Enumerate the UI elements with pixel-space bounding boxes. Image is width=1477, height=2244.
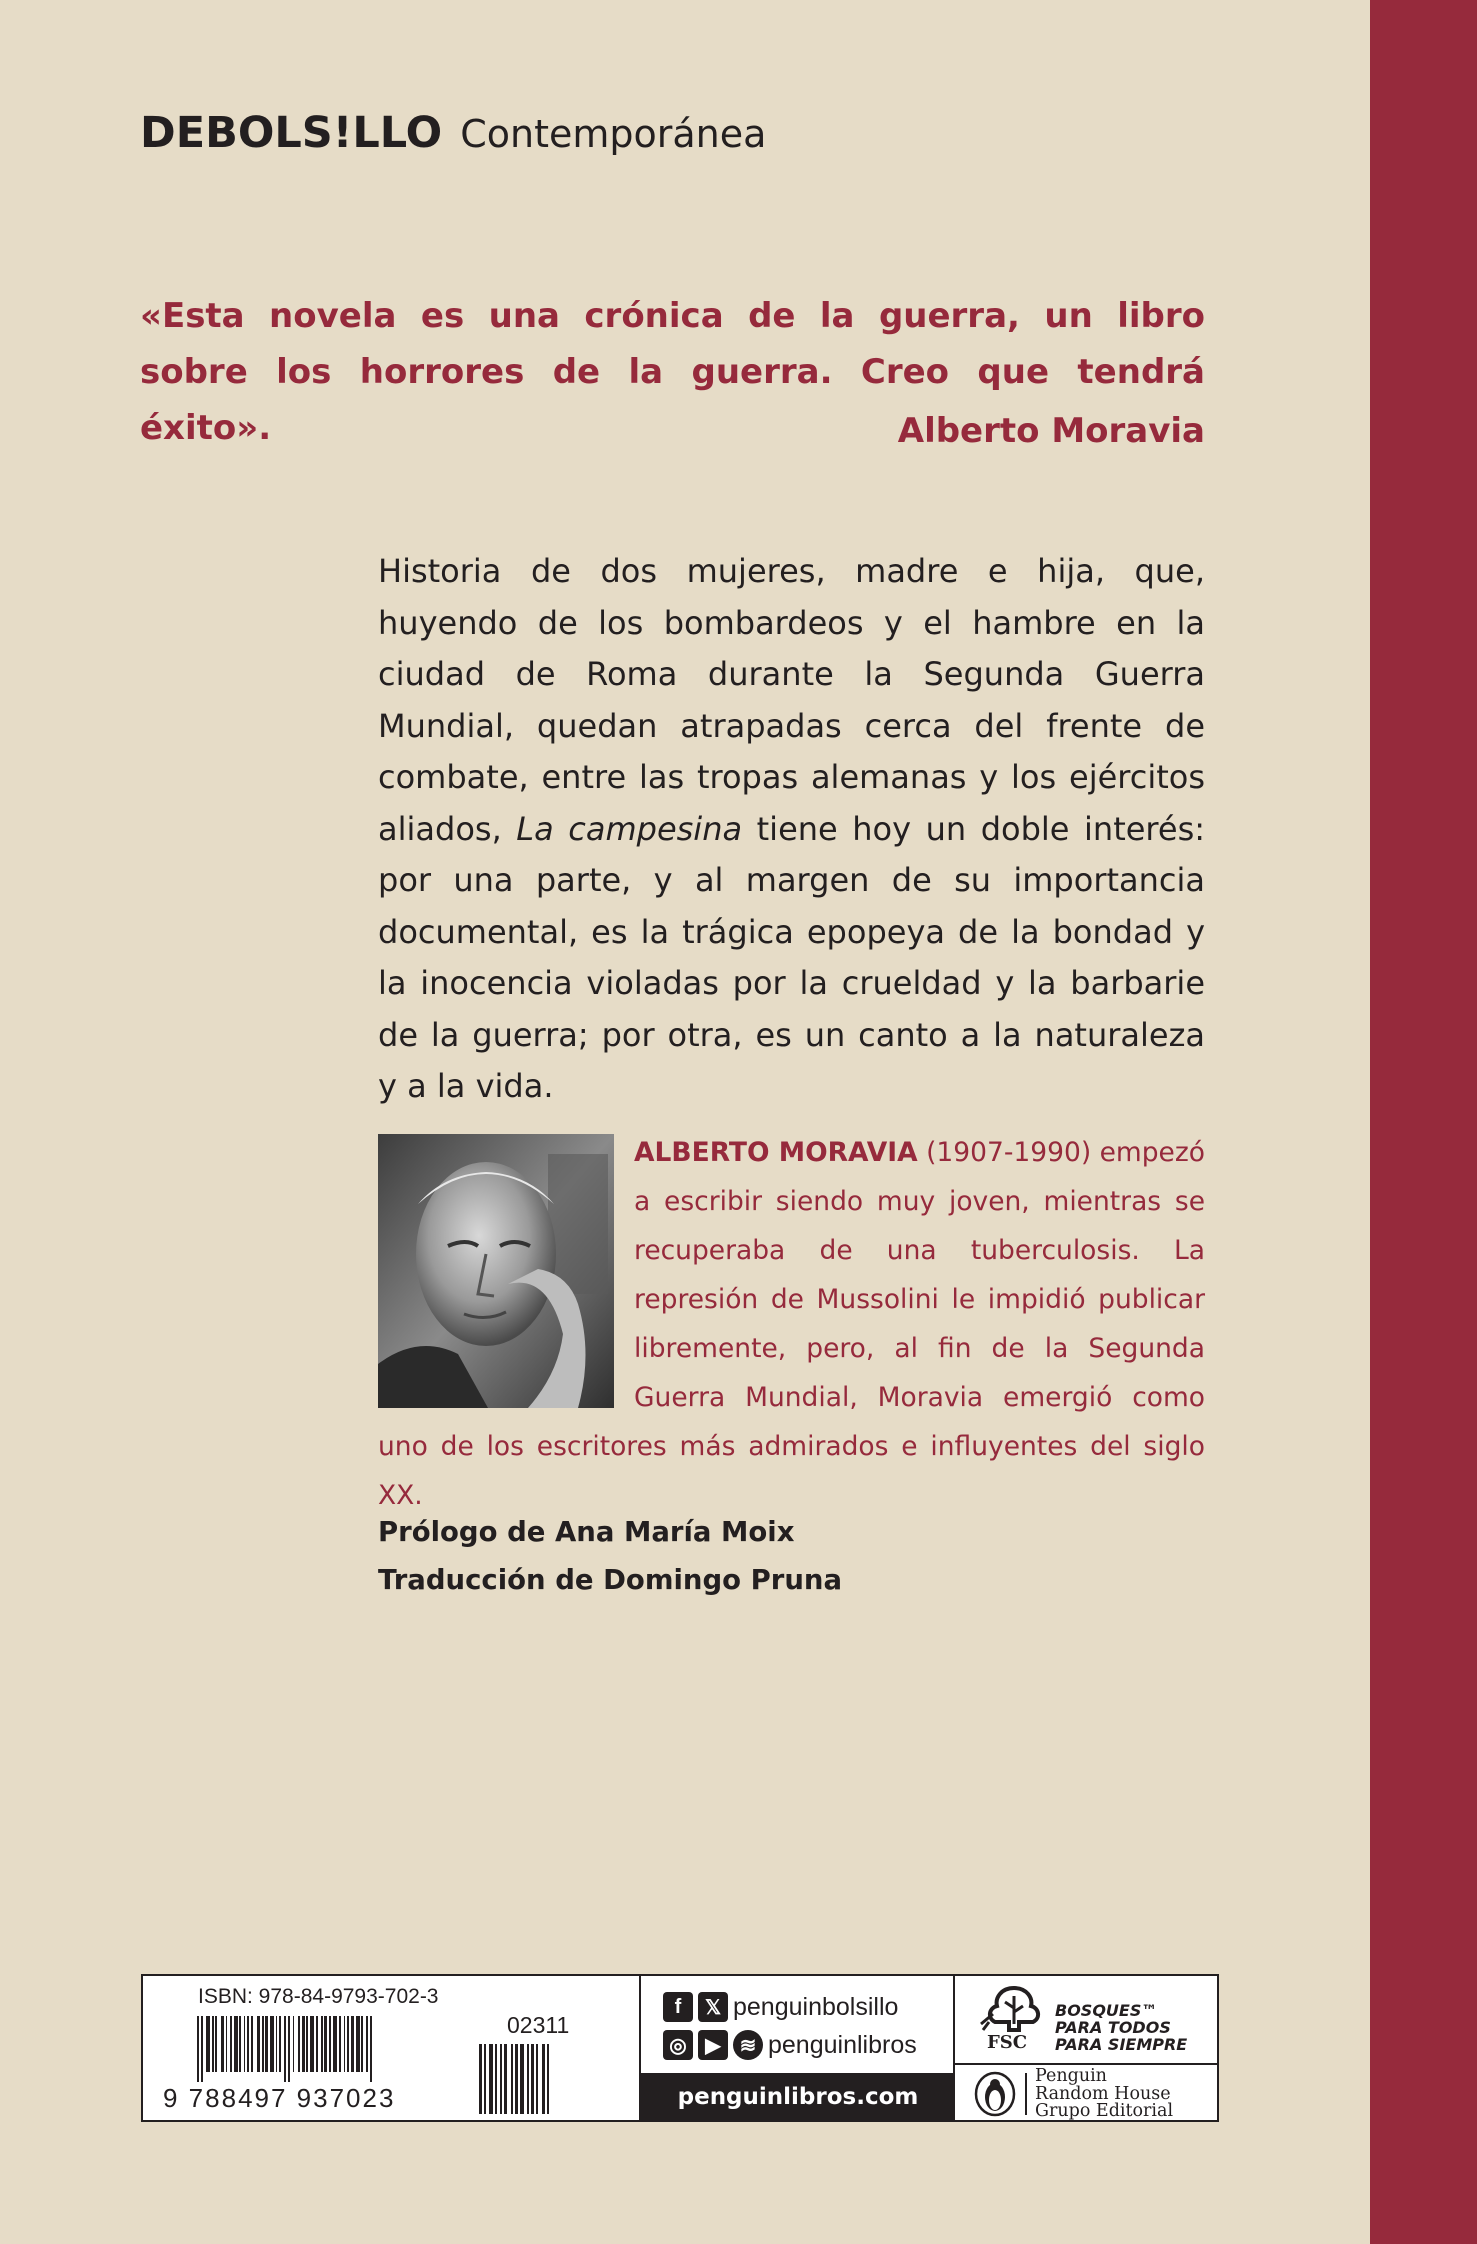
barcode-bar (356, 2016, 360, 2072)
barcode-bar (251, 2016, 253, 2072)
barcode-bar (520, 2044, 524, 2114)
book-title: La campesina (516, 809, 743, 848)
barcode-bar (212, 2016, 214, 2072)
barcode-bar (298, 2016, 300, 2072)
synopsis-part-2: tiene hoy un doble interés: por una parte, y al margen de su importancia documental, es la trágica epopeya de la bondad y la inocencia violadas por la crueldad y la barbarie de la guerra; por otra, es un canto a la naturaleza y a la vida. (378, 809, 1206, 1105)
fsc-slogan-line-3: PARA SIEMPRE (1055, 2035, 1188, 2054)
barcode-bar (197, 2016, 199, 2082)
publisher-name-line-3: Grupo Editorial (1035, 2101, 1174, 2121)
barcode-bar (239, 2016, 241, 2072)
author-bio (378, 1128, 1205, 1520)
fsc-block (955, 1976, 1219, 2065)
synopsis-part-1: Historia de dos mujeres, madre e hija, que, huyendo de los bombardeos y el hambre en la ciudad de Roma durante la Segunda Guerra Mundial, quedan atrapadas cerca del frente de combate, entre las tropas alemanas y los ejércitos aliados, (378, 552, 1205, 848)
barcode-bar (511, 2044, 513, 2114)
social-handle-libros[interactable]: penguinlibros (768, 2030, 917, 2059)
barcode-bar (306, 2016, 308, 2072)
info-box (141, 1974, 1219, 2122)
prologue-credit: Prólogo de Ana María Moix (378, 1516, 795, 1548)
blurb-quote: «Esta novela es una crónica de la guerra, un libro sobre los horrores de la guerra. Creo que tendrá éxito». (140, 296, 1205, 448)
publisher-block (955, 2065, 1219, 2120)
barcode-bar (324, 2016, 327, 2072)
fsc-slogan-line-2: PARA TODOS (1055, 2018, 1171, 2037)
barcode-bar (247, 2016, 249, 2072)
barcode-bar (276, 2016, 277, 2072)
social-row-bolsillo (663, 1992, 898, 2022)
barcode-bar (265, 2016, 268, 2072)
publisher-name-line-1: Penguin (1035, 2066, 1107, 2086)
author-portrait-image (378, 1134, 614, 1408)
barcode-bar (201, 2016, 203, 2082)
certification-area (953, 1976, 1219, 2120)
social-handle-bolsillo[interactable]: penguinbolsillo (733, 1992, 899, 2021)
x-icon[interactable]: 𝕏 (698, 1992, 728, 2022)
social-links (639, 1976, 955, 2120)
barcode-bar (288, 2016, 290, 2082)
blurb-quote-author: Alberto Moravia (897, 411, 1205, 451)
barcode-addon (479, 2044, 609, 2124)
barcode-area (143, 1976, 639, 2120)
barcode-bar (230, 2016, 232, 2072)
barcode-bar (321, 2016, 323, 2072)
facebook-icon[interactable]: f (663, 1992, 693, 2022)
barcode-bar (479, 2044, 482, 2114)
collection-header (140, 108, 766, 168)
barcode-bar (361, 2016, 363, 2072)
barcode-bar (547, 2044, 549, 2114)
barcode-bar (484, 2044, 486, 2114)
barcode-bar (221, 2016, 224, 2072)
barcode-bar (257, 2016, 260, 2072)
barcode-bar (515, 2044, 518, 2114)
barcode-bar (270, 2016, 274, 2072)
barcode-bar (333, 2016, 337, 2072)
barcode-digits: 9 788497 937023 (163, 2083, 396, 2113)
publisher-divider (1025, 2073, 1027, 2115)
barcode-bar (351, 2016, 354, 2072)
translation-credit: Traducción de Domingo Pruna (378, 1564, 843, 1596)
barcode-bar (495, 2044, 497, 2114)
synopsis (378, 546, 1205, 1113)
website-link[interactable]: penguinlibros.com (641, 2073, 955, 2120)
barcode-bar (366, 2016, 368, 2072)
publisher-name-line-2: Random House (1035, 2083, 1171, 2104)
barcode-bar (370, 2016, 372, 2082)
isbn-number: ISBN: 978-84-9793-702-3 (198, 1985, 439, 2008)
barcode-bar (293, 2016, 294, 2072)
author-bio-text: (1907-1990) empezó a escribir siendo muy joven, mientras se recuperaba de una tuberculosis. La represión de Mussolini le impidió publicar libremente, pero, al fin de la Segunda Guerra Mundial, Moravia emergió como uno de los escritores más admirados e influyentes del siglo XX. (378, 1137, 1205, 1511)
fsc-tree-icon (979, 1984, 1049, 2034)
instagram-icon[interactable]: ◎ (663, 2030, 693, 2060)
barcode-ean (197, 2016, 467, 2082)
barcode-bar (226, 2016, 227, 2072)
collection-name: Contemporánea (460, 112, 767, 156)
spine-band (1370, 0, 1477, 2244)
penguin-icon (973, 2071, 1017, 2117)
barcode-bar (215, 2016, 217, 2072)
barcode-bar (310, 2016, 314, 2072)
social-row-libros (663, 2030, 917, 2060)
author-name: ALBERTO MORAVIA (634, 1137, 918, 1168)
fsc-slogan-line-1: BOSQUES™ (1055, 2001, 1158, 2020)
barcode-bar (244, 2016, 245, 2072)
barcode-bar (347, 2016, 349, 2072)
barcode-bar (329, 2016, 331, 2072)
barcode-bar (527, 2044, 529, 2114)
barcode-bar (500, 2044, 502, 2114)
fsc-label: FSC (987, 2032, 1028, 2053)
barcode-bar (504, 2044, 507, 2114)
barcode-bar (339, 2016, 341, 2072)
fsc-slogan (1055, 2002, 1187, 2053)
author-portrait (378, 1134, 614, 1408)
barcode-bar (542, 2044, 545, 2114)
credits (378, 1508, 1205, 1604)
publisher-name (1035, 2068, 1173, 2121)
barcode-bar (206, 2016, 210, 2072)
barcode-bar (489, 2044, 493, 2114)
barcode-bar (531, 2044, 534, 2114)
barcode-bar (316, 2016, 318, 2072)
barcode-bar (279, 2016, 281, 2072)
barcode-bar (302, 2016, 305, 2072)
barcode-bar (234, 2016, 238, 2072)
barcode-bar (284, 2016, 286, 2082)
barcode-addon-number: 02311 (507, 2012, 570, 2038)
publisher-logo: DEBOLS!LLO (140, 108, 443, 158)
youtube-icon[interactable]: ▶ (698, 2030, 728, 2060)
barcode-bar (344, 2016, 345, 2072)
barcode-bar (262, 2016, 264, 2072)
spotify-icon[interactable]: ≋ (733, 2030, 763, 2060)
barcode-bar (536, 2044, 538, 2114)
